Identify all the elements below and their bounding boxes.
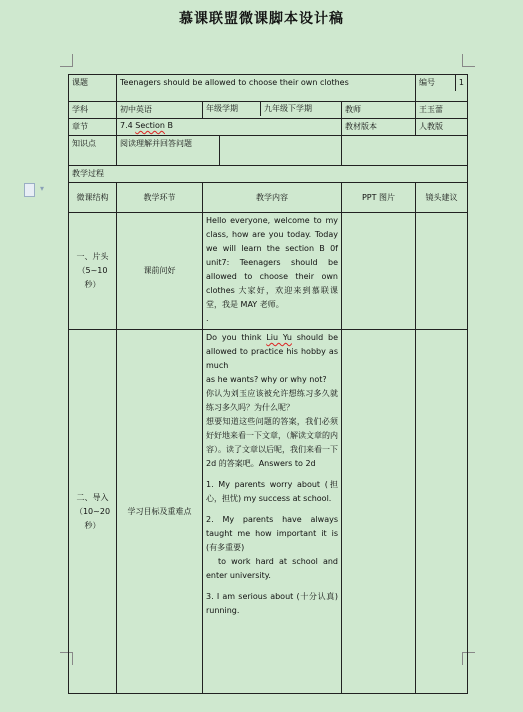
teacher-label: 教师 <box>342 102 416 119</box>
margin-corner-top-right <box>462 54 475 67</box>
table-row <box>69 330 468 694</box>
knowledge-value[interactable]: 阅读理解并回答问题 <box>117 136 220 165</box>
paste-options-icon[interactable]: ▾ <box>24 183 50 199</box>
period-value[interactable]: 九年级下学期 <box>264 104 312 113</box>
edition-value[interactable]: 人教版 <box>416 119 468 136</box>
row2-shot[interactable] <box>416 330 468 694</box>
teacher-value[interactable]: 王玉蕾 <box>416 102 468 119</box>
row2-ppt[interactable] <box>342 330 416 694</box>
margin-corner-top-left <box>60 54 73 67</box>
header-ppt: PPT 图片 <box>342 183 416 213</box>
chapter-value[interactable]: 7.4 Section B <box>120 121 174 130</box>
row1-shot[interactable] <box>416 213 468 330</box>
page-title: 慕课联盟微课脚本设计稿 <box>179 11 344 27</box>
chapter-label: 章节 <box>69 119 117 136</box>
topic-label: 课题 <box>69 75 117 102</box>
row1-structure: 一、片头 （5~10 秒） <box>69 213 117 330</box>
number-label: 编号 <box>416 75 456 91</box>
period-label: 年级学期 <box>203 102 261 116</box>
script-table <box>68 74 468 694</box>
number-value[interactable]: 1 <box>458 78 464 87</box>
topic-value[interactable]: Teenagers should be allowed to choose their own clothes <box>117 75 416 102</box>
row2-content[interactable]: Do you think Liu Yu should be allowed to practice his hobby as much as he wants? why or why not? 你认为刘玉应该被允许想练习多久就练习多久吗？为什么呢？ 想要知道这些问题的答案，我们必须好好地来看一下文章，（解读文章的内容）。读了文章以后呢，我们来看一下 2d 的答案吧。Answers to 2d 1. My parents worry about (担心，担忧) my success at school. 2. My parents have always taught me how important it is (有多重要) to work hard at school and enter university. 3. I am serious about (十分认真) running. <box>203 330 342 694</box>
header-structure: 微课结构 <box>69 183 117 213</box>
edition-label: 教材版本 <box>342 119 416 136</box>
process-label: 教学过程 <box>69 166 468 183</box>
header-content: 教学内容 <box>203 183 342 213</box>
row1-ppt[interactable] <box>342 213 416 330</box>
header-step: 教学环节 <box>117 183 203 213</box>
subject-label: 学科 <box>69 102 117 119</box>
row1-content[interactable]: Hello everyone, welcome to my class, how are you today. Today we will learn the section B 0f unit7: Teenagers should be allowed to choose their own clothes 大家好，欢迎来到慕联课堂，我是 MAY 老师。 . <box>203 213 342 330</box>
subject-value[interactable]: 初中英语 <box>117 102 203 119</box>
row1-step: 课前问好 <box>117 213 203 330</box>
knowledge-label: 知识点 <box>69 136 117 166</box>
row2-structure: 二、导入 （10~20 秒） <box>69 330 117 694</box>
table-row <box>69 213 468 330</box>
header-shot: 镜头建议 <box>416 183 468 213</box>
row2-step: 学习目标及重难点 <box>117 330 203 694</box>
